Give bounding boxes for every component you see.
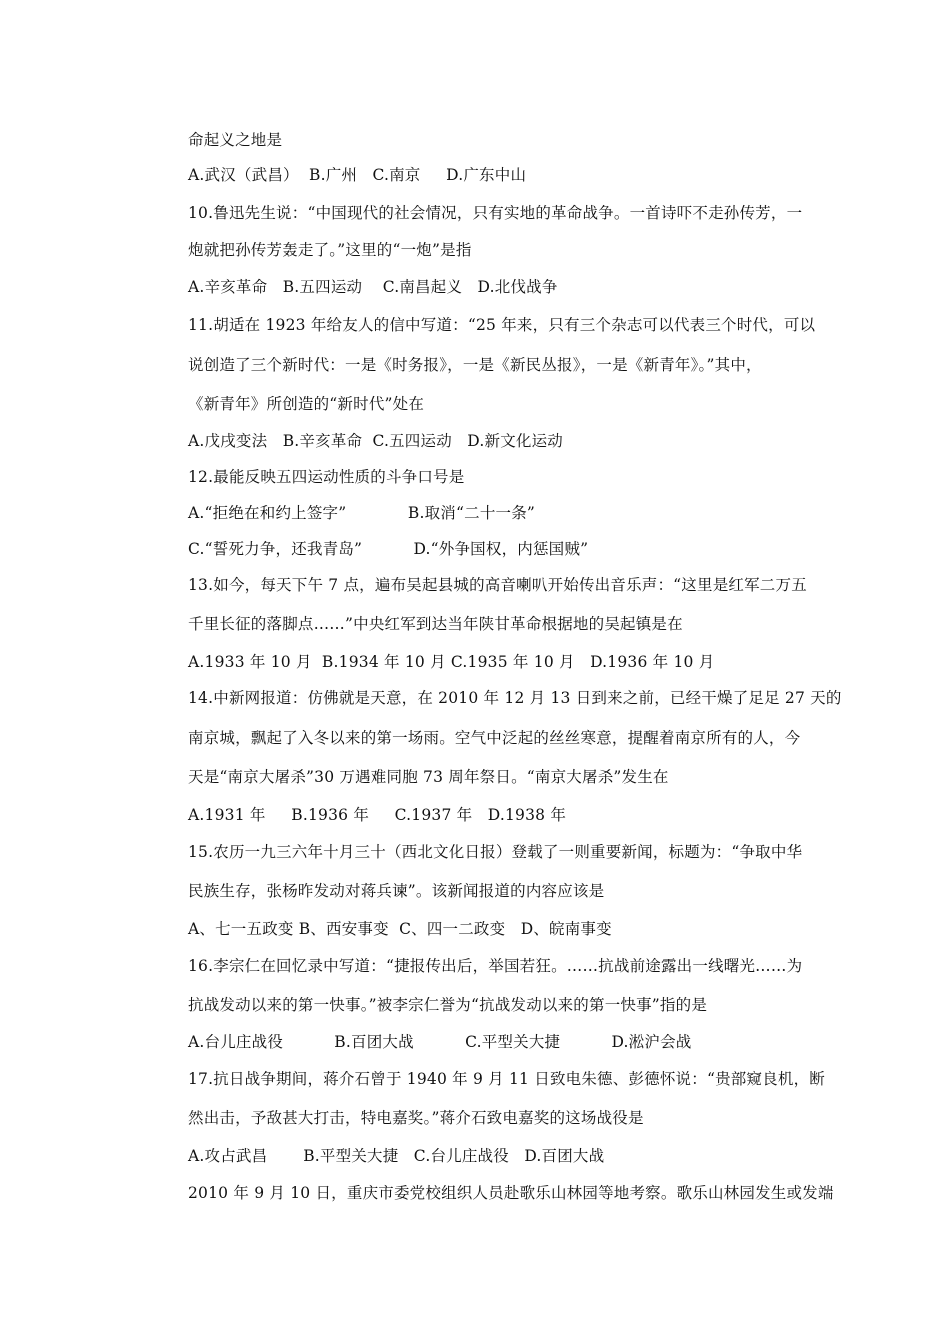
text-line-16: 14.中新网报道：仿佛就是天意，在 2010 年 12 月 13 日到来之前，已经干燥了足足 27 天的 — [188, 689, 842, 707]
text-line-10: 12.最能反映五四运动性质的斗争口号是 — [188, 468, 465, 486]
text-line-28: A.攻占武昌 B.平型关大捷 C.台儿庄战役 D.百团大战 — [188, 1147, 605, 1165]
text-line-8: 《新青年》所创造的“新时代”处在 — [188, 395, 425, 413]
text-line-23: 16.李宗仁在回忆录中写道：“捷报传出后，举国若狂。……抗战前途露出一线曙光……为 — [188, 957, 803, 975]
text-line-27: 然出击，予敌甚大打击，特电嘉奖。”蒋介石致电嘉奖的这场战役是 — [188, 1109, 644, 1127]
text-line-7: 说创造了三个新时代：一是《时务报》，一是《新民丛报》，一是《新青年》。”其中， — [188, 356, 762, 374]
text-line-1: 命起义之地是 — [188, 131, 283, 149]
text-line-4: 炮就把孙传芳轰走了。”这里的“一炮”是指 — [188, 241, 472, 259]
text-line-25: A.台儿庄战役 B.百团大战 C.平型关大捷 D.淞沪会战 — [188, 1033, 692, 1051]
text-line-14: 千里长征的落脚点……”中央红军到达当年陕甘革命根据地的吴起镇是在 — [188, 615, 683, 633]
text-line-15: A.1933 年 10 月 B.1934 年 10 月 C.1935 年 10 月 D.1936 年 10 月 — [188, 653, 715, 671]
text-line-12: C.“誓死力争，还我青岛” D.“外争国权，内惩国贼” — [188, 540, 589, 558]
text-line-6: 11.胡适在 1923 年给友人的信中写道：“25 年来，只有三个杂志可以代表三个时代，可以 — [188, 316, 816, 334]
text-line-19: A.1931 年 B.1936 年 C.1937 年 D.1938 年 — [188, 806, 567, 824]
text-line-24: 抗战发动以来的第一快事。”被李宗仁誉为“抗战发动以来的第一快事”指的是 — [188, 996, 708, 1014]
text-line-29: 2010 年 9 月 10 日，重庆市委党校组织人员赴歌乐山林园等地考察。歌乐山林园发生或发端 — [188, 1184, 834, 1202]
text-line-17: 南京城，飘起了入冬以来的第一场雨。空气中泛起的丝丝寒意，提醒着南京所有的人，今 — [188, 729, 801, 747]
text-line-22: A、七一五政变 B、西安事变 C、四一二政变 D、皖南事变 — [188, 920, 612, 938]
text-line-5: A.辛亥革命 B.五四运动 C.南昌起义 D.北伐战争 — [188, 278, 558, 296]
text-line-18: 天是“南京大屠杀”30 万遇难同胞 73 周年祭日。“南京大屠杀”发生在 — [188, 768, 669, 786]
text-line-2: A.武汉（武昌） B.广州 C.南京 D.广东中山 — [188, 166, 527, 184]
text-line-26: 17.抗日战争期间，蒋介石曾于 1940 年 9 月 11 日致电朱德、彭德怀说：“贵部窥良机，断 — [188, 1070, 825, 1088]
text-line-20: 15.农历一九三六年十月三十（西北文化日报）登载了一则重要新闻，标题为：“争取中华 — [188, 843, 803, 861]
text-line-11: A.“拒绝在和约上签字” B.取消“二十一条” — [188, 504, 536, 522]
text-line-3: 10.鲁迅先生说：“中国现代的社会情况，只有实地的革命战争。一首诗吓不走孙传芳，一 — [188, 204, 803, 222]
text-line-21: 民族生存，张杨昨发动对蒋兵谏”。该新闻报道的内容应该是 — [188, 882, 605, 900]
text-line-9: A.戊戌变法 B.辛亥革命 C.五四运动 D.新文化运动 — [188, 432, 563, 450]
text-line-13: 13.如今，每天下午 7 点，遍布吴起县城的高音喇叭开始传出音乐声：“这里是红军二万五 — [188, 576, 807, 594]
